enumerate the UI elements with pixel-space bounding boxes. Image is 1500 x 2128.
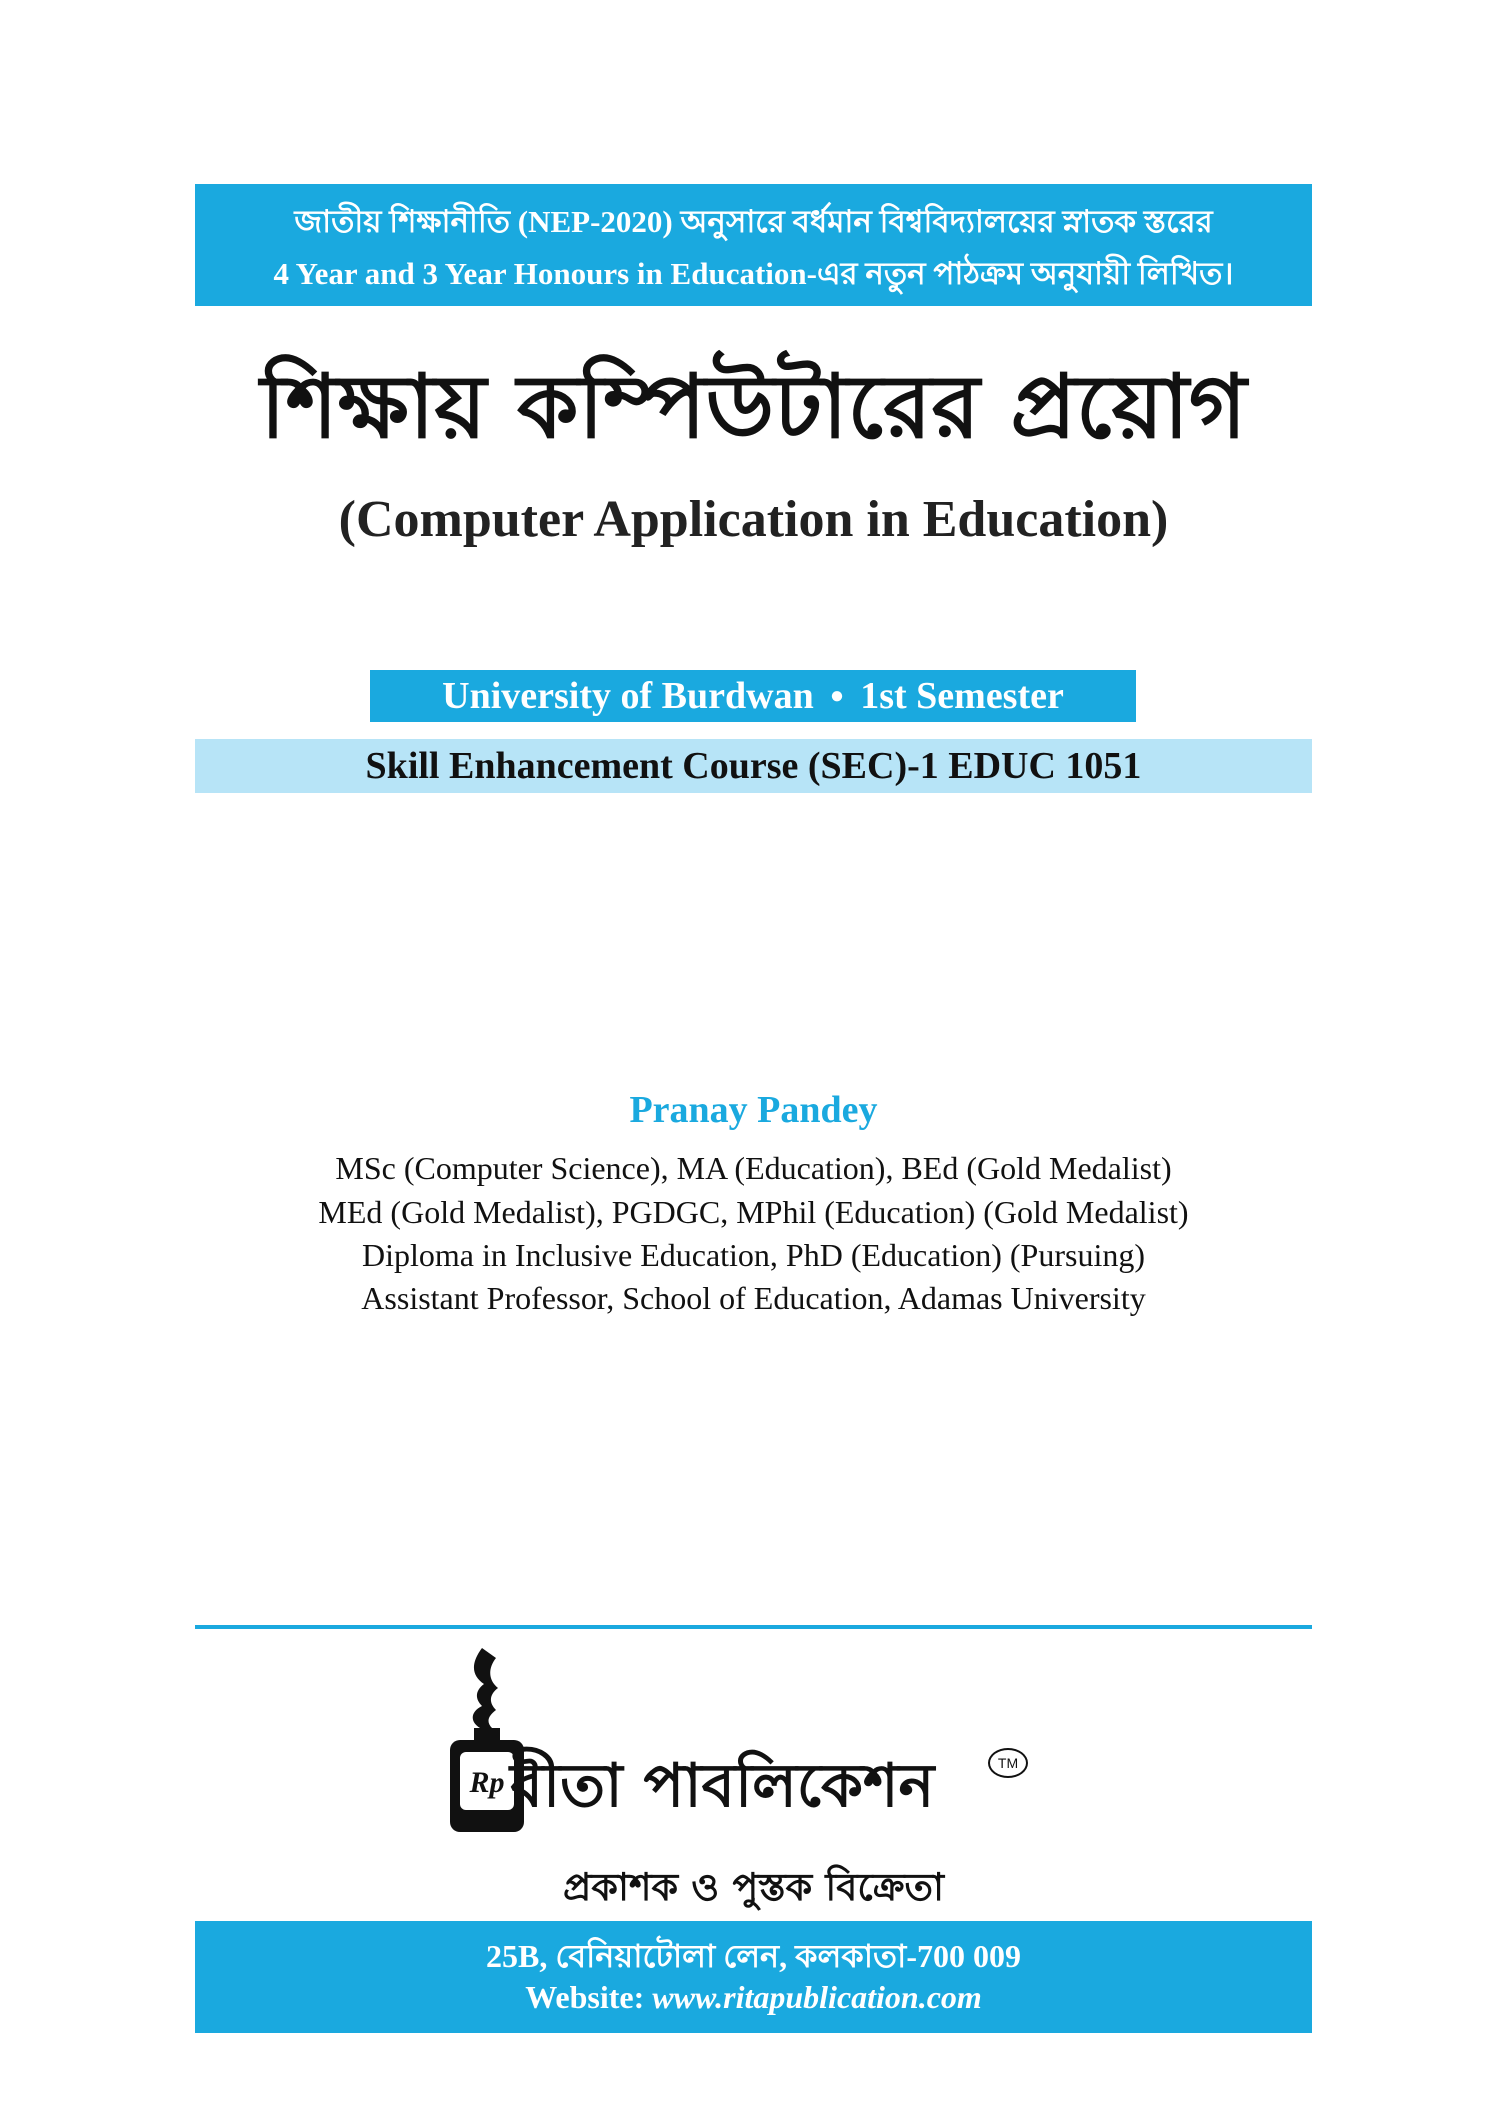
publisher-address: 25B, বেনিয়াটোলা লেন, কলকাতা-700 009 — [486, 1938, 1021, 1974]
top-banner — [195, 184, 1312, 306]
university-badge — [370, 670, 1136, 722]
trademark-badge: TM — [988, 1748, 1028, 1778]
website-link[interactable]: www.ritapublication.com — [652, 1979, 982, 2015]
top-banner-line2: 4 Year and 3 Year Honours in Education-এর নতুন পাঠক্রম অনুযায়ী লিখিত। — [273, 256, 1234, 291]
course-band — [195, 739, 1312, 793]
author-credential-1: MSc (Computer Science), MA (Education), BEd (Gold Medalist) — [335, 1150, 1172, 1186]
publisher-tagline: প্রকাশক ও পুস্তক বিক্রেতা — [563, 1865, 944, 1909]
book-title-english: (Computer Application in Education) — [338, 491, 1169, 548]
university-name: University of Burdwan — [442, 675, 814, 717]
course-label: Skill Enhancement Course (SEC)-1 EDUC 1051 — [365, 745, 1142, 787]
logo-monogram: Rp — [469, 1766, 505, 1799]
author-credential-2: MEd (Gold Medalist), PGDGC, MPhil (Education) (Gold Medalist) — [318, 1194, 1189, 1230]
semester-label: 1st Semester — [860, 675, 1064, 717]
author-name: Pranay Pandey — [629, 1089, 878, 1131]
footer-banner — [195, 1921, 1312, 2033]
publisher-website-line — [195, 1979, 1312, 2016]
top-banner-line1: জাতীয় শিক্ষানীতি (NEP-2020) অনুসারে বর্ধমান বিশ্ববিদ্যালয়ের স্নাতক স্তরের — [294, 204, 1213, 239]
section-divider — [195, 1625, 1312, 1629]
bullet-separator: ● — [829, 682, 845, 709]
book-title-bengali: শিক্ষায় কম্পিউটারের প্রয়োগ — [260, 355, 1247, 458]
website-label: Website: — [525, 1979, 645, 2015]
author-credential-4: Assistant Professor, School of Education, Adamas University — [361, 1280, 1146, 1316]
publisher-name: রীতা পাবলিকেশন — [510, 1751, 935, 1821]
author-credential-3: Diploma in Inclusive Education, PhD (Education) (Pursuing) — [362, 1237, 1145, 1273]
